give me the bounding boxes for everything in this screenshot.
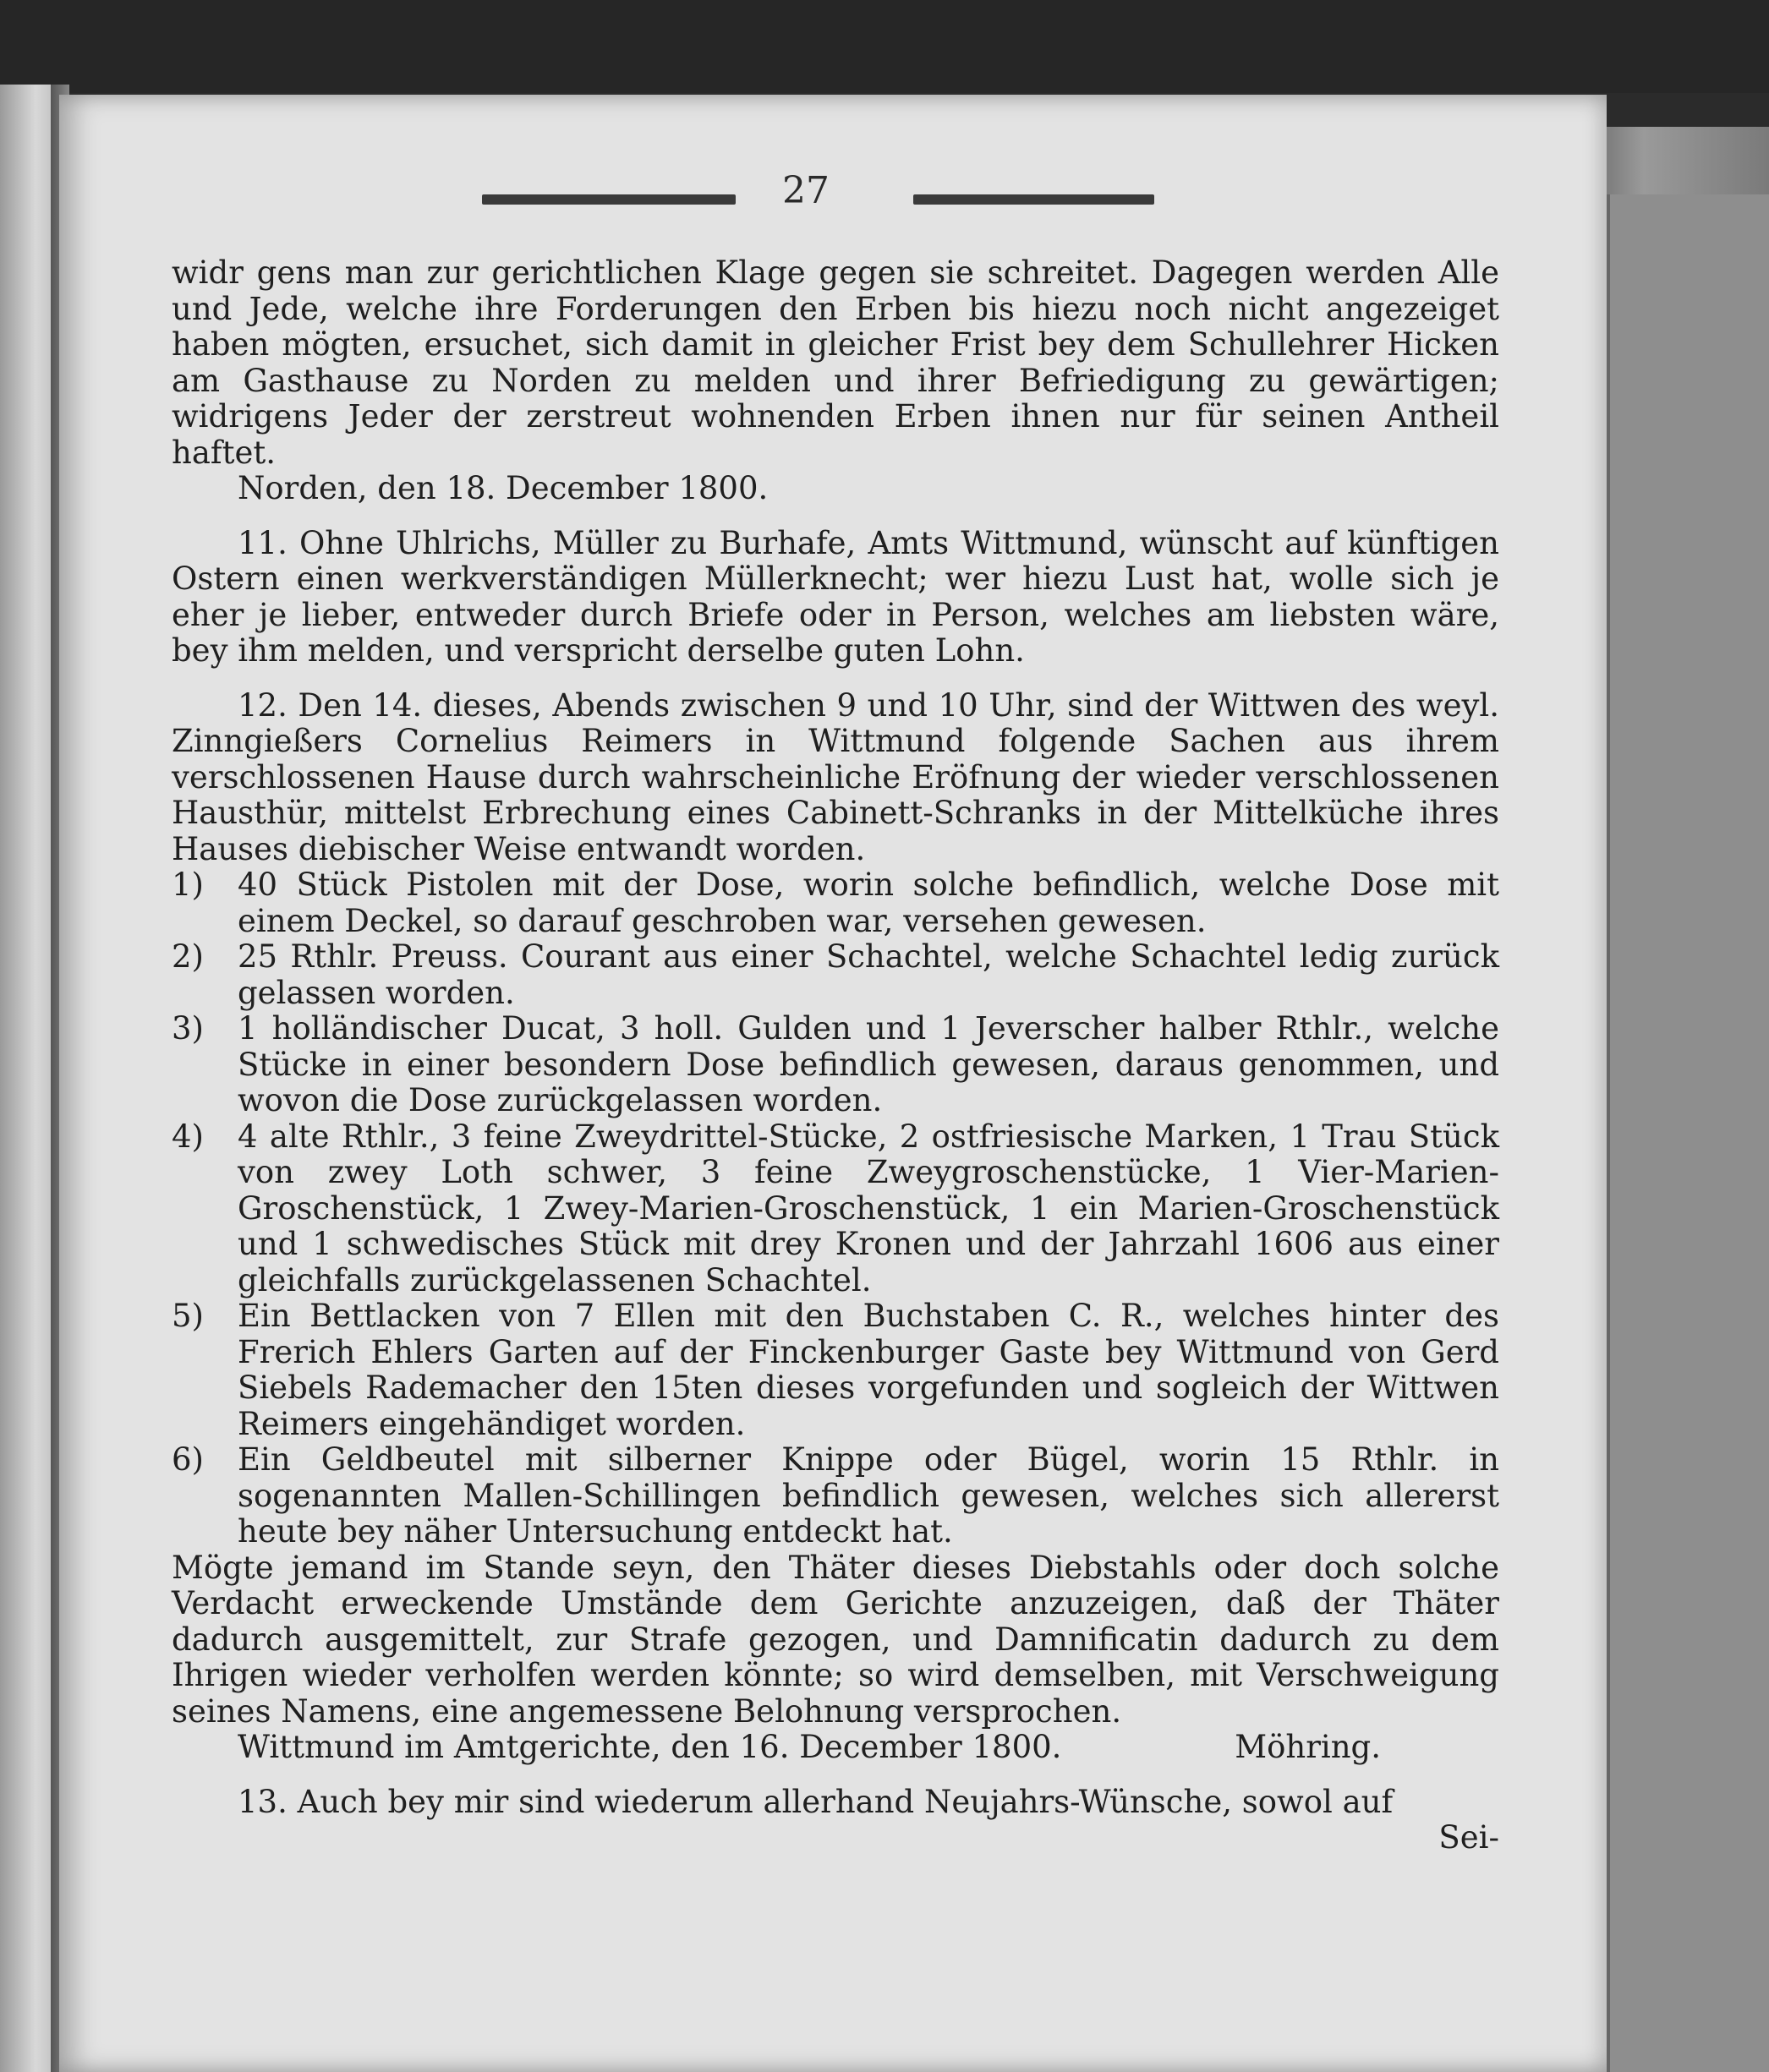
list-item-number: 3) [172, 1010, 204, 1047]
page-number: 27 [782, 169, 830, 212]
list-item-text: Ein Geldbeutel mit silberner Knippe oder Bügel, worin 15 Rthlr. in sogenannten Mallen-Schillingen befindlich gewesen, welches sich allererst heute bey näher Untersuchung entdeckt hat. [238, 1441, 1499, 1550]
page-header [59, 169, 1607, 228]
notice-12: 12. Den 14. dieses, Abends zwischen 9 und 10 Uhr, sind der Wittwen des weyl. Zinngießers Cornelius Reimers in Wittmund folgende Sachen aus ihrem verschlossenen Hause durch wahrscheinliche Eröfnung der wieder verschlossenen Hausthür, mittelst Erbrechung eines Cabinett-Schranks in der Mittelküche ihres Hauses diebischer Weise entwandt worden. [172, 686, 1499, 867]
list-item-number: 1) [172, 867, 204, 903]
list-item-number: 5) [172, 1298, 204, 1334]
notice-12-closing: Mögte jemand im Stande seyn, den Thäter dieses Diebstahls oder doch solche Verdacht erweckende Umstände dem Gerichte anzuzeigen, daß der Thäter dadurch ausgemittelt, zur Strafe gezogen, und Damnificatin dadurch zu dem Ihrigen wieder verholfen werden könnte; so wird demselben, mit Verschweigung seines Namens, eine angemessene Belohnung versprochen. [172, 1549, 1499, 1730]
notice-13: 13. Auch bey mir sind wiederum allerhand Neujahrs-Wünsche, sowol auf [238, 1783, 1394, 1820]
signature: Möhring. [1235, 1729, 1381, 1765]
notice-11: 11. Ohne Uhlrichs, Müller zu Burhafe, Amts Wittmund, wünscht auf künftigen Ostern einen werkverständigen Müllerknecht; wer hiezu Lust hat, wolle sich je eher je lieber, entweder durch Briefe oder in Person, welches am liebsten wäre, bey ihm melden, und verspricht derselbe guten Lohn. [172, 524, 1499, 669]
list-item-text: 4 alte Rthlr., 3 feine Zweydrittel-Stücke, 2 ostfriesische Marken, 1 Trau Stück von zwey Loth schwer, 3 feine Zweygroschenstücke, 1 Vier-Marien-Groschenstück, 1 Zwey-Marien-Groschenstück, 1 ein Marien-Groschenstück und 1 schwedisches Stück mit drey Kronen und der Jahrzahl 1606 aus einer gleichfalls zurückgelassenen Schachtel. [238, 1118, 1499, 1298]
list-item-number: 4) [172, 1118, 204, 1155]
header-rule-left [482, 194, 736, 205]
list-item-text: 40 Stück Pistolen mit der Dose, worin solche befindlich, welche Dose mit einem Deckel, so darauf geschroben war, versehen gewesen. [238, 867, 1499, 939]
signature-line [172, 1730, 1499, 1766]
dateline-norden: Norden, den 18. December 1800. [238, 470, 769, 506]
book-page [59, 95, 1607, 2072]
list-item-text: 1 holländischer Ducat, 3 holl. Gulden und 1 Jeverscher halber Rthlr., welche Stücke in einer besondern Dose befindlich gewesen, daraus genommen, und wovon die Dose zurückgelassen worden. [238, 1010, 1499, 1118]
list-item [172, 867, 1499, 939]
list-item-number: 2) [172, 938, 204, 975]
book-cover-edge [1607, 194, 1769, 2072]
list-item-number: 6) [172, 1441, 204, 1478]
list-item [172, 1119, 1499, 1299]
list-item [172, 1011, 1499, 1119]
header-rule-right [913, 194, 1154, 205]
dateline-wittmund: Wittmund im Amtgerichte, den 16. December 1800. [238, 1729, 1062, 1765]
list-item-text: Ein Bettlacken von 7 Ellen mit den Buchstaben C. R., welches hinter des Frerich Ehlers Garten auf der Finckenburger Gaste bey Wittmund von Gerd Siebels Rademacher den 15ten dieses vorgefunden und sogleich der Wittwen Reimers eingehändiget worden. [238, 1298, 1499, 1442]
list-item-text: 25 Rthlr. Preuss. Courant aus einer Schachtel, welche Schachtel ledig zurück gelassen worden. [238, 938, 1499, 1011]
page-body [172, 255, 1499, 1856]
background [0, 0, 1769, 93]
continued-paragraph: widr gens man zur gerichtlichen Klage gegen sie schreitet. Dagegen werden Alle und Jede, welche ihre Forderungen den Erben bis hiezu noch nicht angezeiget haben mögten, ersuchet, sich damit in gleicher Frist bey dem Schullehrer Hicken am Gasthause zu Norden zu melden und ihrer Befriedigung zu gewärtigen; widrigens Jeder der zerstreut wohnenden Erben ihnen nur für seinen Antheil haftet. [172, 254, 1499, 471]
list-item [172, 1298, 1499, 1442]
list-item [172, 939, 1499, 1011]
list-item [172, 1442, 1499, 1550]
catchword: Sei- [1438, 1819, 1499, 1856]
